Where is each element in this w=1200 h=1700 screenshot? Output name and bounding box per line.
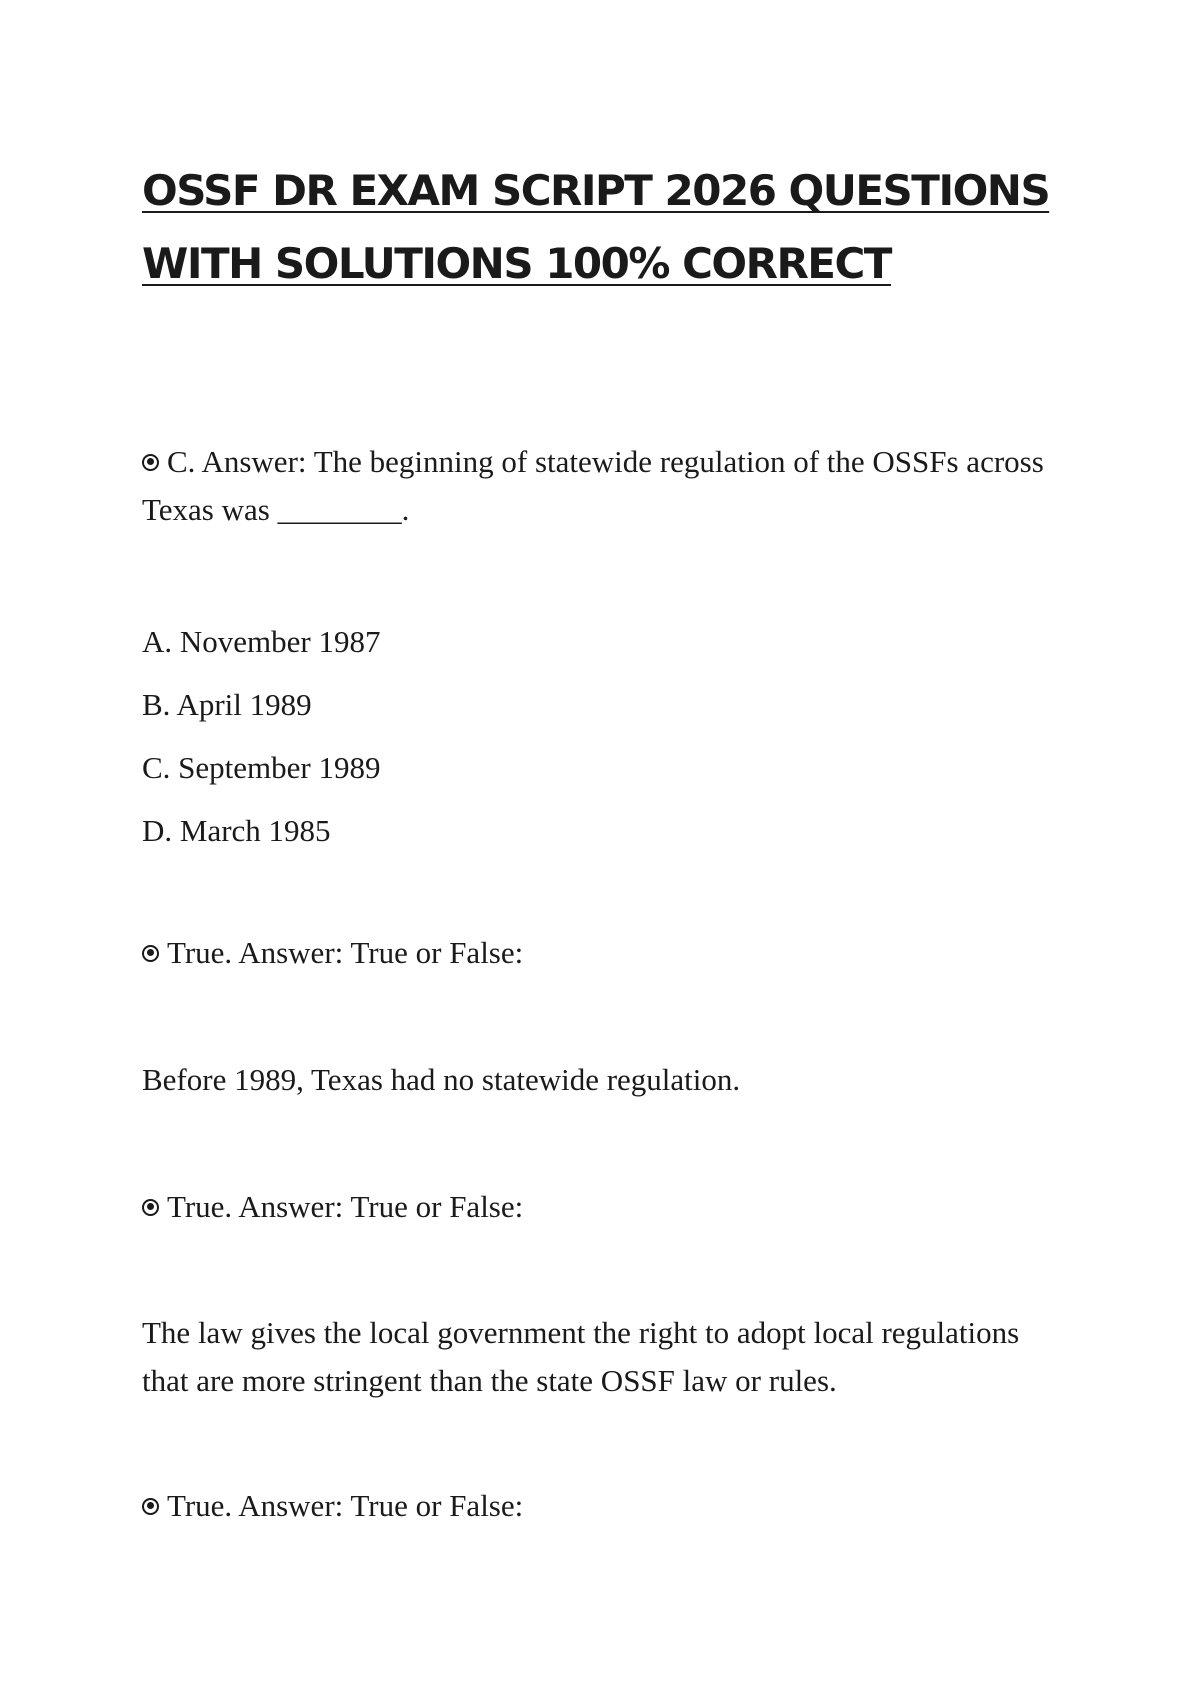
option-a: A. November 1987: [142, 624, 381, 659]
radio-bullet-icon: [142, 945, 159, 962]
title-line-1: OSSF DR EXAM SCRIPT 2026 QUESTIONS: [142, 166, 1050, 215]
title-line-2: WITH SOLUTIONS 100% CORRECT: [142, 239, 891, 288]
question-1-answer: [142, 438, 1072, 534]
page-title: [142, 154, 1082, 300]
question-3-answer: [142, 1183, 1072, 1231]
radio-bullet-icon: [142, 454, 159, 471]
question-3-answer-text: True. Answer: True or False:: [167, 1189, 524, 1224]
question-4-answer: [142, 1482, 1072, 1530]
question-3-statement: The law gives the local government the right to adopt local regulations that are more stringent than the state OSSF law or rules.: [142, 1315, 1020, 1398]
question-1-answer-text: C. Answer: The beginning of statewide regulation of the OSSFs across Texas was ________.: [142, 444, 1044, 527]
question-4-answer-text: True. Answer: True or False:: [167, 1488, 524, 1523]
question-2-answer: [142, 929, 1072, 977]
radio-bullet-icon: [142, 1199, 159, 1216]
radio-bullet-icon: [142, 1498, 159, 1515]
option-c: C. September 1989: [142, 750, 381, 785]
question-1-options: [142, 610, 1072, 862]
question-2-answer-text: True. Answer: True or False:: [167, 935, 524, 970]
question-2-statement: Before 1989, Texas had no statewide regulation.: [142, 1062, 741, 1097]
option-b: B. April 1989: [142, 687, 312, 722]
option-d: D. March 1985: [142, 813, 331, 848]
